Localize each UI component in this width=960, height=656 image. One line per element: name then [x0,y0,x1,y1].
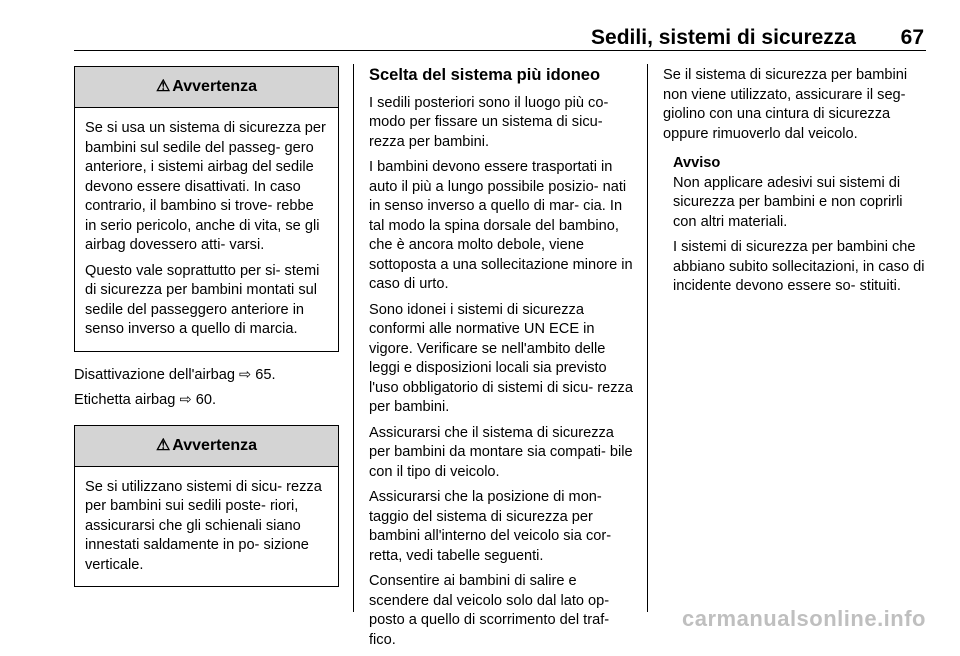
warning-body [75,467,338,587]
body-text: Consentire ai bambini di salire e scendere dal veicolo solo dal lato op- posto a quello di scorrimento del traf- fico. [369,573,610,648]
warning-header [75,67,338,108]
note-text: I sistemi di sicurezza per bambini che abbiano subito sollecitazioni, in caso di incidente devono essere so- stituiti. [673,239,925,294]
warning-icon: ⚠ [155,436,171,454]
warning-body [75,108,338,351]
body-text: Assicurarsi che la posizione di mon- taggio del sistema di sicurezza per bambini all'interno del veicolo sia cor- retta, vedi tabelle seguenti. [369,489,612,564]
body-text: Se il sistema di sicurezza per bambini non viene utilizzato, assicurare il seg- giolino con una cintura di sicurezza oppure rimuoverlo dal veicolo. [663,67,908,142]
warning-text: Questo vale soprattutto per si- stemi di sicurezza per bambini montati sul sedile del passeggero anteriore in senso inverso a quello di marcia. [85,262,320,337]
reference-text: Etichetta airbag ⇨ 60. [74,392,217,408]
note-title: Avviso [673,155,721,171]
warning-header [75,426,338,467]
warning-text: Se si usa un sistema di sicurezza per bambini sul sedile del passeg- gero anteriore, i sistemi airbag del sedile devono essere disattivati. In caso contrario, il bambino si trove- rebbe in serio pericolo, anche di vita, se gli airbag dovessero atti- varsi. [85,120,326,253]
page-header [74,18,926,51]
note-text: Non applicare adesivi sui sistemi di sicurezza per bambini e non coprirli con altri materiali. [673,174,903,230]
warning-box [74,425,339,588]
middle-column [369,66,633,656]
body-text: I sedili posteriori sono il luogo più co- modo per fissare un sistema di sicu- rezza per bambini. [369,94,609,150]
column-divider [353,64,354,612]
page-number: 67 [900,26,924,49]
body-text: I bambini devono essere trasportati in auto il più a lungo possibile posizio- nati in senso inverso a quello di mar- cia. In tal modo la spina dorsale del bambino, che è ancora molto debole, viene sottoposta a una sollecitazione minore in caso di urto. [369,159,633,292]
note-block [663,154,927,297]
page-title: Sedili, sistemi di sicurezza [591,26,856,49]
warning-text: Se si utilizzano sistemi di sicu- rezza per bambini sui sedili poste- riori, assicurarsi che gli schienali siano innestati saldamente in po- sizione verticale. [85,478,322,573]
warning-box [74,66,339,352]
column-divider [647,64,648,612]
warning-icon: ⚠ [155,78,171,96]
warning-label: Avvertenza [172,436,258,454]
left-column [74,66,339,601]
warning-label: Avvertenza [172,78,258,96]
body-text: Assicurarsi che il sistema di sicurezza per bambini da montare sia compati- bile con il tipo di veicolo. [369,424,633,480]
right-column [663,66,927,303]
reference-text: Disattivazione dell'airbag ⇨ 65. [74,366,276,383]
section-title: Scelta del sistema più idoneo [369,66,601,84]
body-text: Sono idonei i sistemi di sicurezza conformi alle normative UN ECE in vigore. Verificare se nell'ambito delle leggi e disposizioni locali sia previsto l'uso obbligatorio di sistemi di sicu- rezza per bambini. [369,301,633,415]
watermark: carmanualsonline.info [682,606,926,631]
